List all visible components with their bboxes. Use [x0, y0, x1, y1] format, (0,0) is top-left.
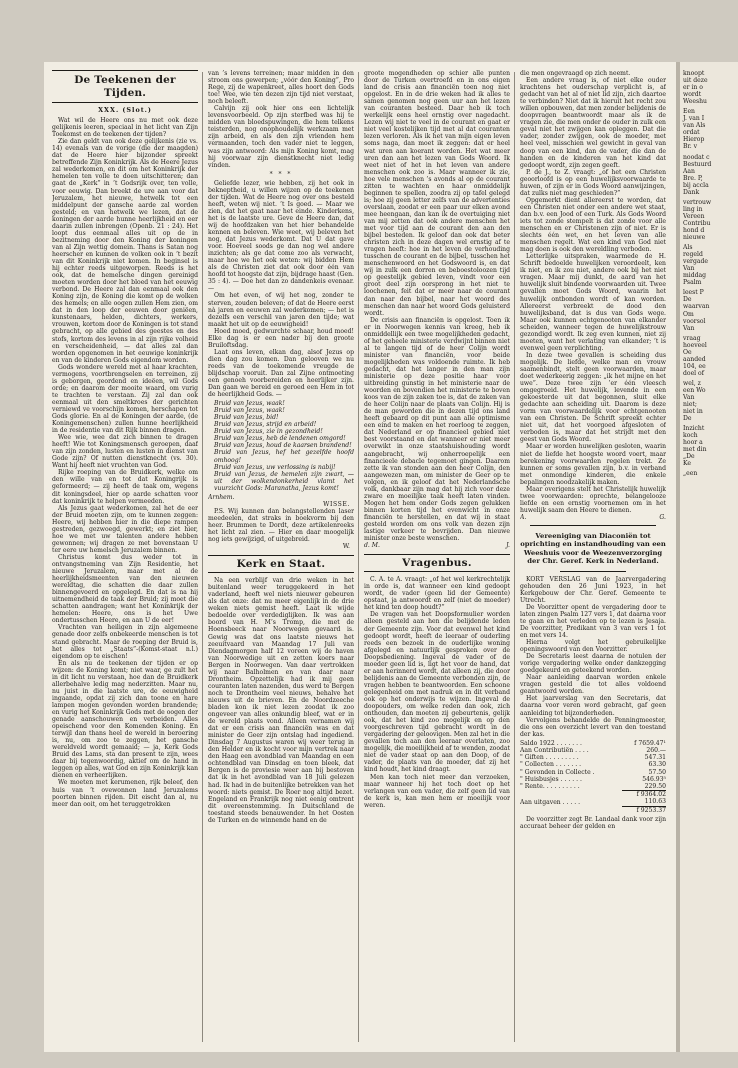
paragraph: De voorzitter zegt Br. Landaal dank voor zijn accuraat beheer der gelden en: [520, 815, 666, 830]
adjacent-page-line: hoeveel: [683, 341, 707, 349]
adjacent-page-line: vergade: [683, 258, 709, 266]
signature-row: [364, 542, 510, 549]
adjacent-page-line: Een: [683, 108, 695, 116]
adjacent-page-line: ordat: [683, 129, 700, 137]
adjacent-page-line: niet in: [683, 408, 703, 416]
divider: [530, 525, 656, 526]
paragraph: Geliefde lezer, wie hebben, zij het ook in bekneptheid, u willen wijzen op de teekenen der tijden. Wat de Heere nog over ons besteld heeft, weten wij niet. ’t Is goed. — Maar we zien, dat het gaat naar het einde. Kinderkens, het is de laatste ure. Geve de Heere dan, dat wij de hoofdzaken van het hier behandelde kennen en beleven. Wie weet, wij beleven het nog, dat Jezus wederkomt. Dat U dat gave voor. Hoeveel soods ge dan nog wel andere inzichten; als ge dat come zoo als verwacht, maar hoe we het ook weten: wij bidden Hem als de Christen ziet dat ook door één van hoofd tot hoogste dat zijn, bijdrage haast (Gen. 35 : 4). — Doe het dan zo dandenkeis evenaar. —: [208, 179, 354, 293]
article-title: De Teekenen der Tijden.: [74, 74, 176, 99]
table-cell-amount: 546.93⁵: [642, 775, 666, 783]
column-rule: [514, 72, 515, 1042]
paragraph: Letterlijke uitspraken, waarmede de H. Schrift bedoelde huwelijken veroordeelt, ken ik niet, en ik zou niet, andere ook bij het niet vragen. Maar mij dunkt, de aard van het huwelijk sluit bindende voorwaarden uit. Twee gevallen moet Gods Woord, waarin het huwelijk ontbonden wordt of kan worden. Allereerst verbreekt de dood den huwelijksband, dat is dus van Gods wege. Maar ook kunnen echtgenooten van elkander scheiden, wanneer tegen de huwelijkstrouw gezondigd wordt. Ik zeg even kunnen, niet zij moeten, want het verlating van elkander; ’t is evenwel geen verplichting.: [520, 253, 666, 352]
adjacent-page-line: Bestuurd: [683, 160, 712, 168]
adjacent-page-line: middag: [683, 272, 707, 280]
paragraph: Rijke roeping van de Bruidkerk, welke om den wille van en tot dat Koningrijk is geformeerd; — zij heeft de taak om, wegens dit koningsdeel, hier op aarde schatten voor dat koninkrijk te helpen vermeeden.: [52, 469, 198, 505]
table-cell-label: Aan uitgaven . . . . .: [520, 798, 581, 806]
paragraph: P. de J., te Z. vraagt: „of het een Christen geoorloofd is op een huwelijksvoorwaarde te huwen, of zijn er in Gods Woord aanwijzingen, dat zulks niet mag geschieden?”: [520, 168, 666, 197]
signature-left: d. M.: [364, 542, 380, 550]
paragraph: Christus komt dus weder tot in ontvangstneming van Zijn Residentie, het nieuwe Jeruzalem, maar met al de heerlijkheidsmeenten van den nieuwen wereldtag, die schatten die daar zullen binnengevoerd en opgelegd. En dat is na hij uitnemendheid de taak der Bruid; zij moet die schatten aandragen; want het Koninkrijk der hemelen: Heere, ons is het Uwe ondertusschen Heere, en aan U de eer!: [52, 553, 198, 625]
adjacent-page-line: Ke: [683, 460, 691, 468]
column-rule: [202, 72, 203, 1042]
table-row: [520, 776, 666, 783]
adjacent-page-line: De: [683, 415, 692, 423]
adjacent-page-edge: [680, 62, 738, 1052]
adjacent-page-line: Vereen: [683, 212, 705, 220]
paragraph: Het jaarverslag van den Secretaris, dat daarna voor veren word gebracht, gaf geen aanleiding tot bijzonderheden.: [520, 695, 666, 717]
adjacent-page-line: Inzicht: [683, 425, 705, 433]
paragraph: KORT VERSLAG van de Jaarvergadering gehouden den 26 Juni 1923, in het Kerkgebouw der Chr. Geref. Gemeente te Utrecht.: [520, 575, 666, 604]
paragraph: Laat ons leven, elkan dag, alsof Jezus op dien dag zou komen. Dan gelooven we nu reeds van de toekomende vreugde de blijdschap vooruit. Dan zal Zijne ontmoeting een genoeh voorbereiden en heerlijker zijn. Dan gaan we bereid en geroed een Hem in tot de heerlijkheid Gods. —: [208, 348, 354, 399]
adjacent-page-line: bij accla: [683, 181, 709, 189]
adjacent-page-line: waarvan: [683, 303, 710, 311]
article-header: [52, 70, 198, 103]
poem-line: Bruid van Jezus, hef het gezelfde hoofd omhoog!: [214, 449, 354, 464]
adjacent-page-line: Dank: [683, 188, 700, 196]
poem-line: Bruid van Jezus, strijd en arbeid!: [214, 421, 317, 429]
paragraph: Calvijn zij ook hier ons een lichtelijk levensvoorbeeld. Op zijn sterfbed was hij te midden van bloedspuwingen, die hem telkens teisterden, nog onophoudelijk werkzaam met zijn arbeid, en als den zijn vrienden hem vermaanden, toch den vader niet te leggen, was zijn antwoord: Als mijn Koning komt, mag hij voorwaar zijn dienstknecht niet ledig vinden.: [208, 105, 354, 169]
paragraph: Vervolgens behandelde de Penningmeester, die ons een overzicht levert van den toestand der kas.: [520, 716, 666, 738]
paragraph: groote mogendheden op schier alle punten door de Turken overtroefd en in ons eigen land de crisis aan financiën toen nog niet opgelost. En in de drie weken had ik alles te samen genomen nog geen uur aan het lezen van couranten besteed. Daar heb ik toch werkelijk eens heel ernstig over nagedacht. Lezen wij niet te veel in de courant en gaat er niet veel kostelijken tijd met al dat couranten lezen verloren. Als ik het van mijn eigen leven soms naga, dan moet ik zeggen: dat er heel wat uren aan koerant worden. Het wat meer uren dan aan het lezen van Gods Woord. Ik weet niet of het in het leven van andere menschen ook zoo is. Maar wanneer ik zie, hoe vele menschen ’s avonds al op de courant zitten te wachten en haar onmiddelijk beginnen te spellen, zoodra zij op tafel gelegd is; hoe zij geen letter zelfs van de advertenties overslaan, zoodat er een paar uur elken avond mee heengaan, dan kan ik de overtuiging niet van mij zetten dat ook andere menschen het met voor tijd aan de courant den aan den bijbel besteden. Ik geloof dan ook dat beter christen zich in deze dagen wel ernstig af te vragen heeft: hoe in het leven de verhouding tusschen de courant en de bijbel, tusschen het menschenwoord en het Godswoord is, en dat wij in zulk een dorren en beboestoloozen tijd op geestelijk gebied leven, vindt voor een groot deel zijn oorsprong in het niet te loochenen, feit dat er meer naar de courant dan naar den bijbel, naar het woord des menschen dan naar het woord Gods geluisterd wordt.: [364, 70, 510, 317]
table-cell-amount: 57.50: [648, 768, 666, 776]
poem-line: Bruid van Jezus, zie in gezondheid!: [214, 428, 323, 436]
table-cell-amount: 547.31: [644, 754, 666, 762]
paragraph: Om het even, of wij het nog, zonder te sterven, zouden beleven; of dat de Heere eerst nà jaren en eeuwen zal wederkomen; — het is dezelfs een verschil van jaren den tijde; wat maakt het uit op de eeuwigheid!: [208, 292, 354, 328]
adjacent-page-line: niet;: [683, 401, 697, 409]
poem: [214, 400, 354, 492]
table-cell-label: " Collecten . . . . . . .: [520, 761, 582, 769]
table-cell-label: " Huisbusjes . . . . . .: [520, 775, 582, 783]
adjacent-page-line: leest P: [683, 289, 704, 297]
poem-line: Bruid van Jezus, houd de kaarsen brandend!: [214, 442, 352, 450]
table-cell-label: " Rente. . . . . . . . . .: [520, 783, 580, 791]
paragraph: De Secretaris leest daarna de notulen der vorige vergadering welke onder dankzegging goedgekeurd en geteekend worden.: [520, 653, 666, 675]
adjacent-page-line: Van: [683, 394, 695, 402]
section-header: [208, 555, 354, 573]
table-cell-amount: f 7659.47¹: [634, 739, 666, 747]
signature-right: J.: [506, 542, 510, 550]
poem-line: Bruid van Jezus, de hemelen zijn zwart, — uit der wolkendonkerheid vlamt het vuurzicht Gods: Maranatha, Jezus komt!: [214, 470, 354, 492]
table-cell-label: " Gevonden in Collecte .: [520, 768, 595, 776]
adjacent-page-line: „De: [683, 453, 695, 461]
adjacent-page-line: van Als: [683, 122, 706, 130]
column-3: [364, 70, 510, 1045]
adjacent-page-line: knoopt: [683, 70, 705, 77]
paragraph: Wat wil de Heere ons nu met ook deze gelijkenis leeren, speciaal in het licht van Zijn Toekomst en de teekenen der tijden?: [52, 117, 198, 139]
adjacent-page-line: ling in: [683, 205, 703, 213]
section-ornament: * * *: [269, 170, 293, 178]
adjacent-page-line: een Wo: [683, 386, 706, 394]
adjacent-page-line: Hierop: [683, 136, 705, 144]
adjacent-page-line: Oe: [683, 348, 692, 356]
column-4: [520, 70, 666, 1045]
adjacent-page-line: aanded: [683, 355, 706, 363]
section-title: Kerk en Staat.: [236, 558, 326, 571]
postscript-signature: W.: [342, 543, 350, 551]
column-rule: [358, 72, 359, 1042]
poem-line: Bruid van Jezus, waak!: [214, 407, 285, 415]
divider: [560, 571, 626, 572]
signature-place: Arnhem.: [208, 493, 235, 501]
poem-line: Bruid van Jezus, waak!: [214, 400, 285, 408]
table-row: [520, 754, 666, 761]
paragraph: In deze twee gevallen is scheiding dus mogelijk. De liefde, welke man en vrouw saamenbindt, stelt geen voorwaarden, maar doet wederkeerig zeggen: „ik het mijne en het uwe”. Deze twee zijn ’er één vleesch omgegroeid. Het huwelijk, levende in een gekoesterde uit dat begonnen, sluit elke gedachte aan scheiding uit. Daarom is deze vorm van voorwaardelijk voor echtgenooten van een Christen. De Schrift spreekt echter niet uit, dat het voorgoed afgesloten of verboden is, maar dat het strijdt met den geest van Gods Woord.: [520, 351, 666, 444]
signature-row: [520, 514, 666, 521]
paragraph: Een andere vraag is, of niet elke ouder krachtens het ouderschap verplicht is, af gedacht van het al of niet lid zijn, zich daartoe te verbinden? Niet dat ik hieruit het recht zou willen opbouwen, dat men zonder belijdenis de doopvragen beantwoordt maar als ik de vragen zie, die men onder de ouder in zulk een geval niet het zwijgen kan opleggen. Dat die vader, zonder zwijgen, ook de moeder, met heel veel, misschien wel gewicht in geval van doop van een kind, dan de vader, die dan de handen en de kinderen van het kind dat gedoopt wordt, zijn zegen geeft.: [520, 77, 666, 169]
table-row: [520, 769, 666, 776]
table-row: [520, 740, 666, 747]
table-cell-label: Aan Contributiën . . . .: [520, 746, 589, 754]
paragraph: De vragen van het Doopsformulier worden alleen gesteld aan hen die belijdende leden der Gemeente zijn. Voor dat evenwel het kind gedoopt wordt, heeft de leeraar of ouderling reeds een bezoek in de ouderlijke woning afgelegd en natuurlijk gesproken over de Doopsbediening. Ingeval de vader of de moeder geen lid is, ligt het voor de hand, dat er aan herinnerd wordt, dat alleen zij, die door belijdenis aan de Gemeente verbonden zijn, de vragen hebben te beantwoorden. Een schoone gelegenheid om met nadruk en in dit verband ook op het onderwijs te wijzen. Ingeval de doopouders, om welke reden dan ook, zich onthouden, dan moeten zij gebeurtenis, gelijk ook, dat het kind zoo mogelijk en op den voorgeschreven tijd gebracht wordt in de vergadering der geloovigen. Men zal het in die gevallen toch aan den leeraar overlaten, zoo mogelijk, die moeilijkheid af te wenden, zoodat niet de vader staat op aan den Doop, of de vader, de plaats van de moeder, dat zij het kind houdt, het kind draagt.: [364, 611, 510, 774]
adjacent-page-line: Br. v: [683, 143, 698, 151]
adjacent-page-line: Van: [683, 265, 695, 273]
paragraph: Hoed moed, gedwurchte schaar, houd moed! Elke dag is er een nader bij den groote Bruiloftsdag.: [208, 327, 354, 349]
adjacent-page-line: voorsol: [683, 317, 706, 325]
section-title: Vragenbus.: [402, 557, 472, 570]
table-row: [520, 761, 666, 768]
paragraph: De Voorzitter opent de vergadering door te laten zingen Psalm 127 vers 1, dat daarna voor te gaan en het verleden op te lezen is Jesaja. De voorzitter, Predikant van 3 van vers 1 tot en met vers 14.: [520, 603, 666, 639]
paragraph: Naar aanleiding daarvan worden enkele vragen gesteld die tot alles voldoend geantwoord worden.: [520, 674, 666, 696]
adjacent-page-line: wel, z: [683, 379, 701, 387]
adjacent-page-line: Contribu: [683, 219, 711, 227]
postscript: P.S. Wij kunnen dan belangstellenden laser meedeelen, dat straks in boekvorm bij den heer. Brummen te Dordt, deze artikelenreeks het licht zal zien. — Hier en daar moogelijk nog iets gewijzigd, of uitgebreid.: [208, 507, 354, 544]
paragraph: Wee wie, wee dat zich binnen te dragen heeft! Wie tot Koningsmensch geroepen, daaf van zijn zonden, lusten en lusten in dienst van Gode zijn? Of nutten dienstknecht (vs. 30). Want hij heeft niet vruchten van God.: [52, 434, 198, 470]
poem-line: Bruid van Jezus, heb de lendenen omgord!: [214, 435, 346, 443]
adjacent-page-line: 104, ee: [683, 362, 706, 370]
signature-name: WISSE.: [323, 500, 350, 508]
paragraph: Men kan toch niet meer dan verzoeken, maar wanneer hij het toch doet op het verlangen van een vader, die zelf geen lid van de kerk is, kan men hem er moeilijk voor weren.: [364, 773, 510, 809]
paragraph: Zie dan geldt van ook deze gelijkenis (zie vs. 14) evenals van de vorige (die der maagden) dat de Heere hier bijzonder spreekt betreffende Zijn Koninkrijk. Als de Heere Jezus zal wederkomen, en dit om het Koninkrijk der hemelen ten volle te doen uitschitteren; dan gaat de „Kerk” in ’t Godsrijk over, ten volle, voor eeuwig. Dan breekt de ure aan voor dat Jeruzalem, het nieuwe, hetwelk tot een middelpunt der gansche aarde zal worden gesteld; en van hetwelk we lezen, dat de koningen der aarde hunne heerlijkheid en eer daarin zullen inbrengen (Openb. 21 : 24). Het loopt dus eenmaal alles uit op de in bezitneming door den Koning der koningen van al Zijn wettig domein. Thans is Satan nog heerscher en kunnen de volken ook in ’t bezit van dit Koninkrijk niet komen. In beginsel is hij echter reeds uitgeworpen. Reeds is het ook, dat de hemelsche dingen gereinigd moeten worden door het bloed van het eeuwig verbond. De Heere zal dan eenmaal ook den Koning zijn, de Koning die komt op de wolken des hemels; en alle oogen zullen Hem zien, om dat in den loop der eeuwen door geniëen, kunstenaars, helden, dichters, werkers, vrouwen, kortom door de Koningen is tot stand gebracht, op alle gebied des geestes en des stofs, kortom des levens in al zijn rijke volheid en verscheidenheid, — dat alles zal dan worden opgenomen in het eeuwige koninkrijk en van de kinderen Gods eigendom worden.: [52, 138, 198, 364]
adjacent-page-line: Als: [683, 244, 693, 252]
adjacent-page-line: Aan: [683, 167, 695, 175]
accounts-table: [520, 740, 666, 814]
table-cell-label: " Giften . . . . . . . . .: [520, 754, 579, 762]
table-cell-amount: 260.—: [646, 746, 666, 754]
table-row: [520, 747, 666, 754]
adjacent-page-line: regeld: [683, 251, 703, 259]
article-subtitle: XXX. (Slot.): [98, 106, 152, 114]
table-cell-amount: 229.50: [644, 782, 666, 790]
table-cell-label: Saldo 1922 . . . . . . .: [520, 739, 582, 747]
adjacent-page-line: er in o: [683, 84, 703, 92]
adjacent-page-line: vraag: [683, 334, 701, 342]
signature-left: A.: [520, 513, 527, 521]
paragraph: We moeten met kerumenen, rijk beleef, den huis van ’t ovewonnen land Jeruzalems poorten binnen rijden. Dit eischt dan al, nu meer dan ooit, om het teruggetrokken: [52, 779, 198, 808]
adjacent-page-line: hoor a: [683, 439, 703, 447]
adjacent-page-line: wordt: [683, 91, 702, 99]
adjacent-page-line: koch: [683, 432, 698, 440]
adjacent-page-line: noodat c: [683, 153, 710, 161]
column-2: [208, 70, 354, 1045]
table-row-total: [520, 791, 666, 799]
paragraph: Gods wondere wereld met al haar krachten, vermogens, voortbrengselen en terreinen, zij is geborgen, geordend en ideëen, wil Gods orde; en daarom der mooite waard, om vurig te trachten te verstaan. Zij zal dan ook eenmaal uit den smeltkroes der gerichten verniewd ve voorschijn komen, herschapen tot Gods glorie. En al de Koningen der aarde, (de Koningemenschen) zullen hunne heerlijkheid in de residentie van dit Rijk binnen dragen.: [52, 363, 198, 435]
signature-right: G.: [659, 513, 666, 521]
paragraph: En als nu de teekenen der tijden er op wijzen: de Koning komt; niet waar, ge zult het in dit licht nu verstaan, hoe dan de Bruidkerk allerbehalve ledig mag nederzitten. Maar nu, nu juist in die laatste ure, de eeuwigheid ingaande, opdat zij zich dan toone en hare lampen mogen gevonden worden brandende; en vurig het Koninkrijk Gods met de oogen der genade aanschouwen en verbeiden. Alles opeischend voor den Komenden Koning. En terwijl dan thans heel de wereld in beroering is, nu, om zoo te zeggen, het gansche wereldveld wordt gemaaid; — ja, Kerk Gods Bruid des Lams, sta dan present te zijn, wees daar bij tegenwoordig, aktief om de hand in leggen op alles, wat God en zijn Koninkrijk kan dienen en verheerlijken.: [52, 659, 198, 780]
paragraph: Maar er worden huwelijken gesloten, waarin niet de liefde het hoogste woord voert, maar berekening voorwaarden regelen trekt. Ze kunnen er soms gevallen zijn, b.v. in verband met onmondige kinderen, die enkele bepalingen noodzakelijk maken.: [520, 443, 666, 486]
table-cell-amount: 110.63: [644, 798, 666, 806]
table-cell-total: f 9364.02: [622, 791, 666, 799]
adjacent-page-line: Om: [683, 310, 694, 318]
adjacent-page-line: Van: [683, 324, 695, 332]
adjacent-page-line: vertrouw: [683, 198, 712, 206]
table-row-final: [520, 806, 666, 814]
adjacent-page-line: uit deze: [683, 77, 708, 85]
adjacent-page-line: J. van I: [683, 115, 705, 123]
paragraph: C. A. te A. vraagt: „of het wel kerkrechtelijk in orde is, dat wanneer een kind gedoopt wordt, de vader (geen lid der Gemeente) opstaat, ja antwoordt en zelf (niet de moeder) het kind ten doop houdt?”: [364, 576, 510, 612]
table-row: [520, 798, 666, 806]
paragraph: Hierna volgt het gebruikelijke openingswoord van den Voorzitter.: [520, 639, 666, 654]
paragraph: Na een verblijf van drie weken in het buitenland weer teruggekeerd in het vaderland, heeft wel niets nieuwer gebeuren als dat onze: dat nu meer eigenlijk in de drie weken niets gemist heeft. Laat ik wijde bedoelde over verdediglijken. Ik was aan boord van H. M’s Tromp, die met de Hoensbeeck naar Noorwegen gevaard is. Gewig was dat ons laatste nieuws het zeeuitvaard van Maandag 17 Juli van Diendagmorgen half 12 voreen wij de haven van Noorwedige uit en zetten koers naar Bergen in Noorwegen. Van daar vertrokken wij naar Balholmen en van daar naar Drontheim. Opzettelijk had ik mij geen couranten laten nazenden, dus werd te Bergen noch te Drontheim veel nieuws, behalve het nieuws uit de brieven. En de Noordzeeche bladen kon ik niet lezen zoodat ik zoo ongeveer van alles onkundig bleef, wat er in de wereld plaats vond. Alleen vernamen wij dat er een crisis aan financiën was en dat minister de Geer zijn ontslag had ingediend. Dinsdag 7 Augustus waren wij weer terug in den Helder en ik kocht voor mijn vertrek naar den Haag een avondblad van Maandag en een ochtendblad van Dinsdag en toen bleek, dat Bergen is de proviesie weer aan bij bestoven dat ik in het avondblad van 18 Juli gelezen had. Ik had in de buitenlijke betrekken van het woord: niets gemist. De Roer nog altijd bezet. Engeland en Frankrijk nog niet eenig omtrent dit overeenstemming. In Duitschland de toestand steeds benauwender. In het Oosten de Turken en de winnende hand en de: [208, 577, 354, 824]
adjacent-page-line: „een: [683, 470, 698, 478]
adjacent-page-line: doel of: [683, 369, 704, 377]
adjacent-page-line: Bre. P,: [683, 174, 703, 182]
paragraph: Opgemerkt dient allereerst te worden, dat een Christen niet onder een andere wet staat, dan b.v. een Jood of een Turk. Als Gods Woord iets tot zonde stempelt is dat zonde voor alle menschen en er Christenen zijn of niet. Er is slechts één wet, en het leven van alle menschen regelt. Wat een kind van God niet mag doen is ook den wereldling verboden.: [520, 196, 666, 254]
adjacent-page-text: [683, 70, 738, 478]
paragraph: Als Jezus gaat wederkomen, zal het de eer der Bruid moeten zijn, om te kunnen zeggen: Heere, wij hebben hier in die diepe rampen gestreden, gezwoegd, gewerkt; en ziet hier, hoe we met uw talenten andere hebben gewonnen; wij dragen ze met bovenstaan U ter eere uw hemelsch Jeruzalem binnen.: [52, 504, 198, 554]
table-cell-final: f 9253.37: [622, 806, 666, 814]
table-cell-amount: 63.30: [648, 761, 666, 769]
paragraph: De crisis aan financiën is opgelost. Toen ik er in Noorwegen kennis van kreeg, heb ik onmiddellijk een twee mogelijkheden gedacht, of het geheele ministerie verdwijnt binnen niet al te langen tijd of de heer Colijn wordt minister van financiën, voor beide mogelijkheden was voldoende ruimte. Ik heb gedacht, dat het langer in den man zijn ministerie op deze positie haar voor uitbreiding gunstig in het ministerie naar de woorden en bovendien het ministerie te boven koos van de zijn zaken toe is, dat de zaken van de heer Colijn naar de plaats van Colijn. Hij is de man geworden die in dezen tijd ons land heeft gebaard op dit punt aan alle optimisme een eind te maken en het roerloog te zeggen, dat Nederland er op financieel gebied niet best voorstaand en dat wanneer er niet meer overwikt in onze staatshuishouding wordt aangebracht, wij onherroepelijk een financieele debacle tegemoet gingen. Daarom zette ik van stonden aan den heer Colijn, den aangewezen man, om minister de Geer op te volgen, en ik geloof dat het Nederlandsche volk, dankbaar zijn mag dat hij zich voor deze zware en moeilijke taak heeft laten vinden. Mogen het hem onder Gods zegen gelukken binnen korten tijd het evenwicht in onze financiën te herstellen, en dat wij in staat gesteld worden om ons volk van dezen zijn lastige verkeer te bevrijden. Dan nieuwe minister onze beste wenschen.: [364, 316, 510, 543]
adjacent-page-line: hond d: [683, 226, 705, 234]
adjacent-page-line: nieuwe: [683, 234, 706, 242]
adjacent-page-line: De: [683, 296, 692, 304]
paragraph: van ’s levens terreinen; maar midden in den stroom ons gewerpen; „vóór den Koning”, Pro Rege, zij de wapenkreet, alles hoort den Gods toe! Wee, wie ten dezen zijn tijd niet verstaat, noch beleeft.: [208, 70, 354, 106]
adjacent-page-line: Weeshu: [683, 98, 707, 106]
section-title: Vereeniging van Diaconiën tot oprichting en instandhouding van een Weeshuis voor de Weezenverzorging der Chr. Geref. Kerk in Nederland.: [520, 532, 666, 566]
poem-line: Bruid van Jezus, uw verlossing is nabij!: [214, 463, 336, 471]
section-header: [364, 554, 510, 572]
adjacent-page-line: met din: [683, 446, 707, 454]
adjacent-page-line: Psalm: [683, 279, 702, 287]
paragraph: Vrachten van heiligen in zijn algemeene genade door zelfs onbekeerde menschen is tot stand gebracht. Maar de roeping der Bruid is, het alles tot „Staats”-(Komst-staat n.l.) eigendom op te eischen!: [52, 624, 198, 660]
poem-line: Bruid van Jezus, bid!: [214, 414, 279, 422]
column-1: [52, 70, 198, 1045]
paragraph: Maar overigens stelt het Christelijk huwelijk twee voorwaarden: oprechte, belangelooze liefde en een ernstig voornemen om in het huwelijk saam den Heere te dienen.: [520, 485, 666, 514]
table-row: [520, 783, 666, 791]
paragraph: die men ongevraagd op zich neemt.: [520, 70, 631, 77]
newspaper-page: [44, 62, 676, 1052]
